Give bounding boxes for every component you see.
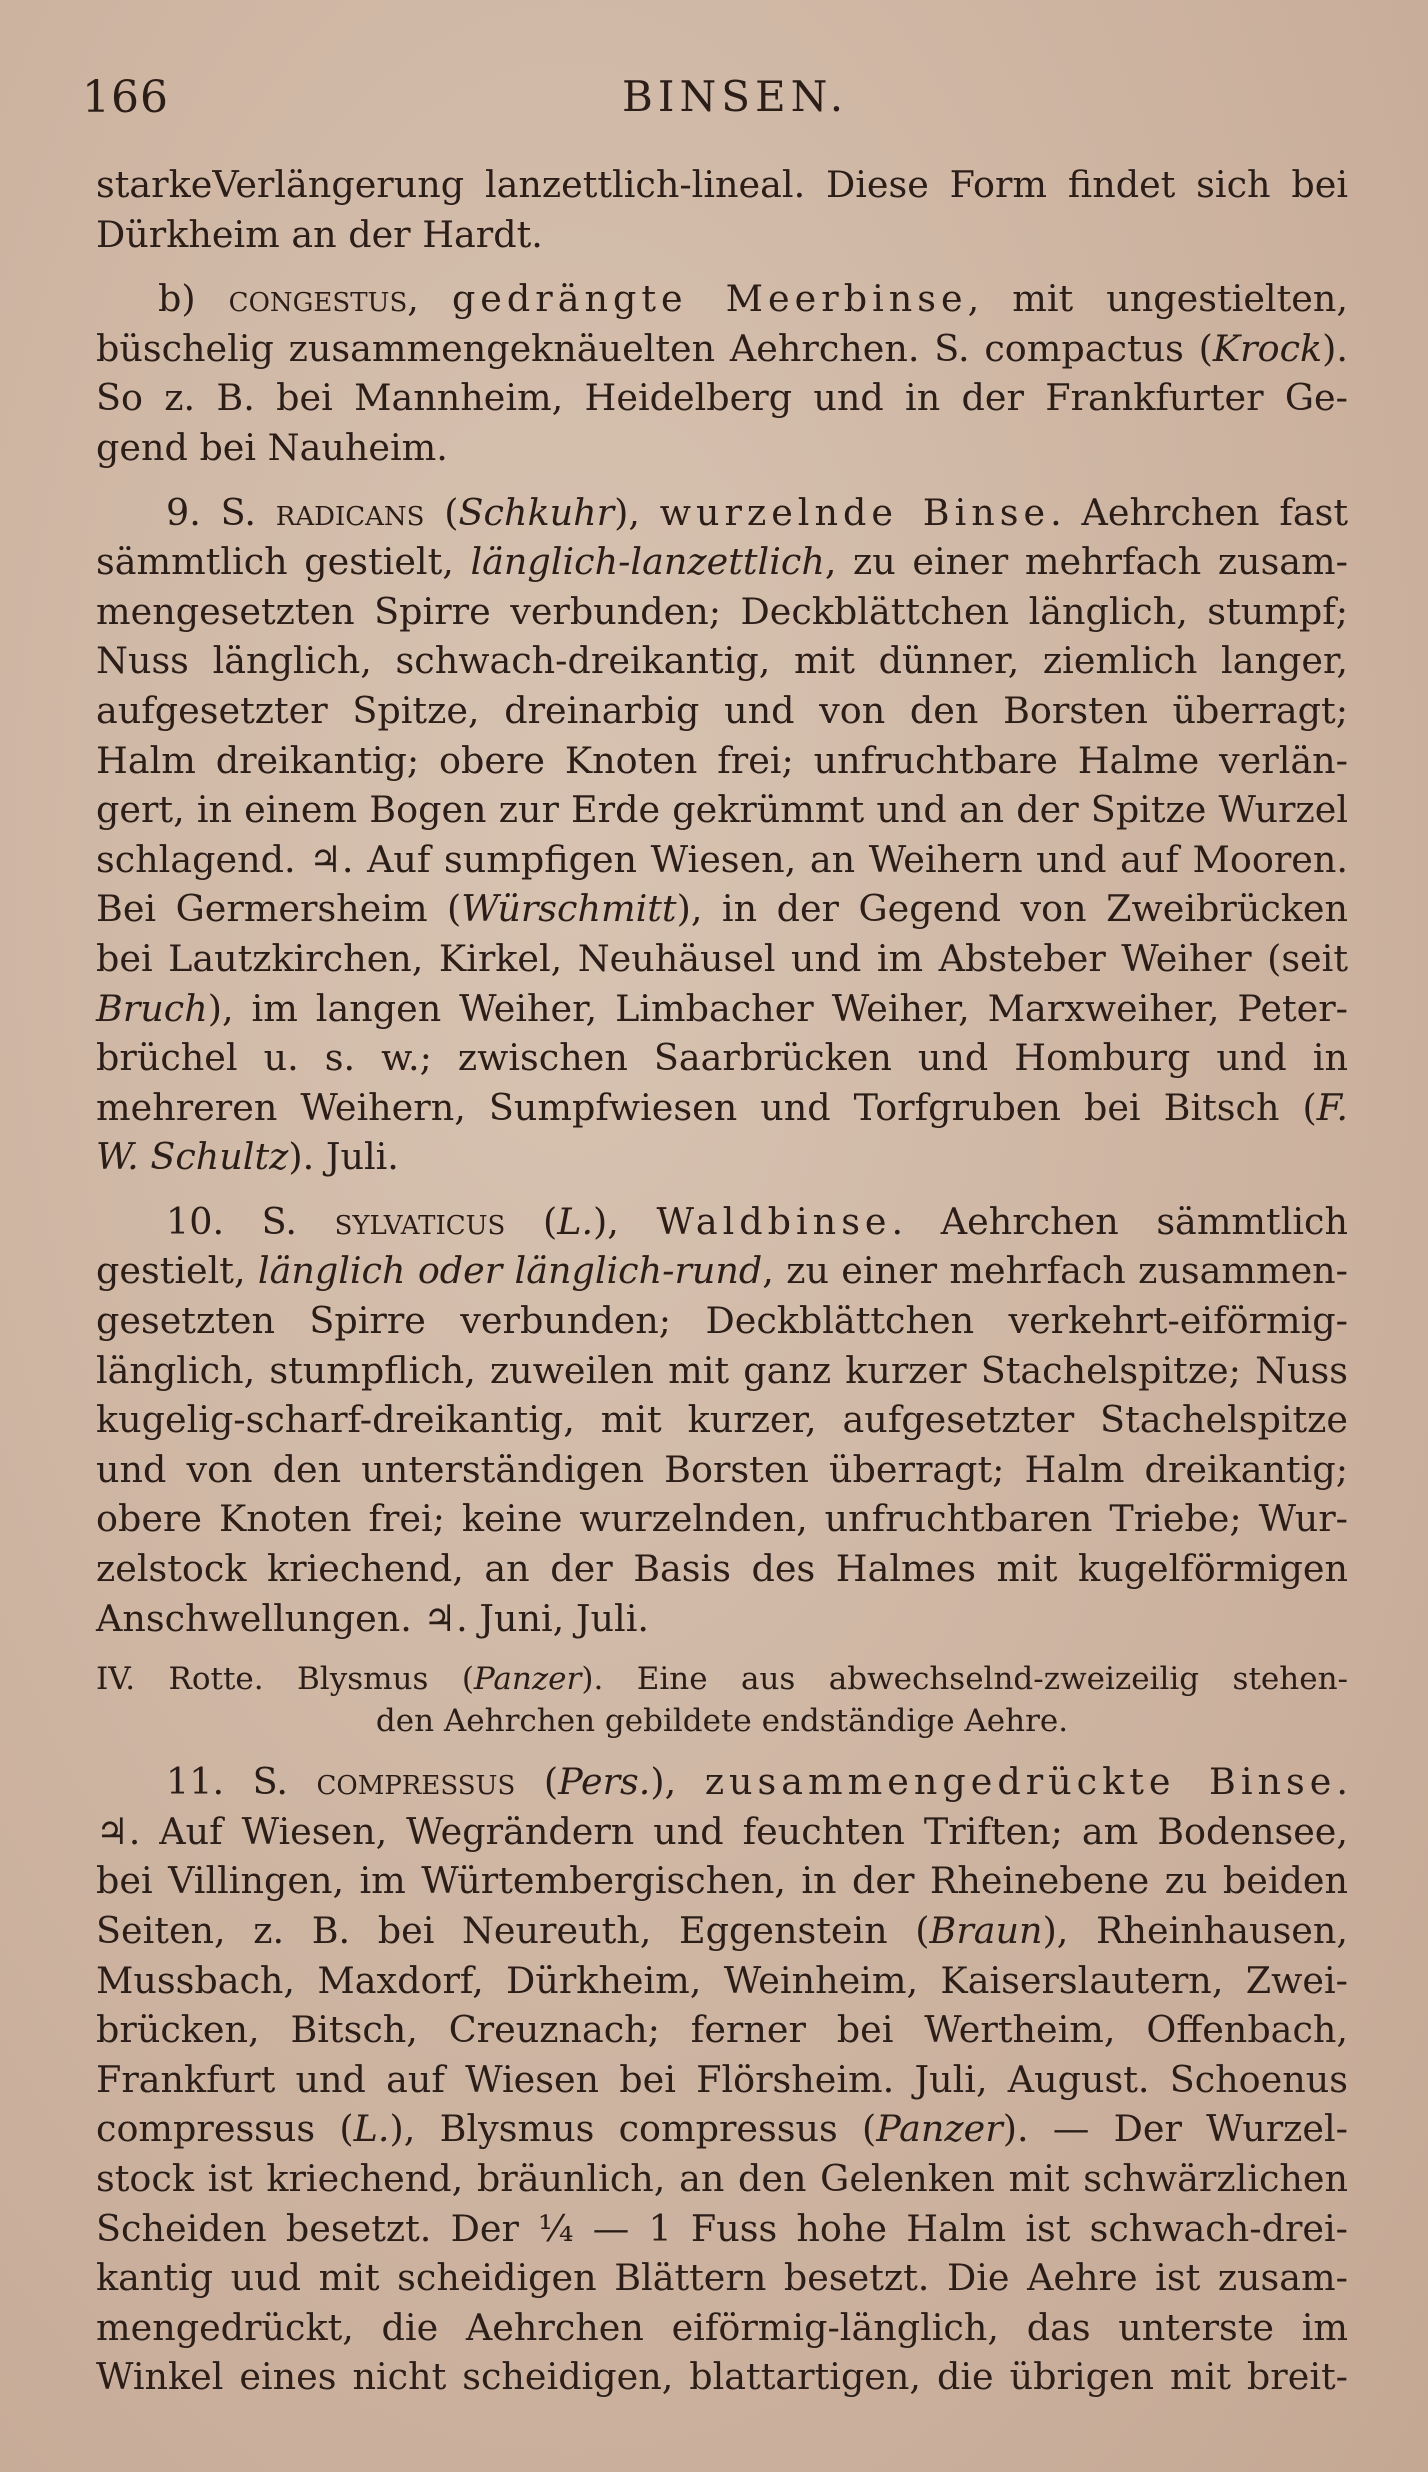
- text-run: sylvaticus: [334, 1199, 506, 1243]
- text-line: [96, 1544, 1348, 1594]
- text-line: [96, 423, 1348, 473]
- text-run: L.: [557, 1199, 594, 1243]
- text-run: zusammengedrückte Binse: [704, 1760, 1337, 1804]
- paragraph: [96, 160, 1348, 259]
- text-run: brücken, Bitsch, Creuznach; ferner bei Wertheim, Offenbach,: [96, 2008, 1348, 2052]
- text-run: Würschmitt: [461, 887, 677, 931]
- text-run: länglich, stumpflich, zuweilen mit ganz kurzer Stachelspitze; Nuss: [96, 1348, 1348, 1392]
- text-run: starkeVerlängerung lanzettlich-lineal. Diese Form findet sich bei: [96, 163, 1348, 206]
- text-run: Halm dreikantig; obere Knoten frei; unfruchtbare Halme verlän-: [96, 738, 1348, 782]
- text-run: 10. S.: [166, 1199, 335, 1243]
- text-line: [96, 1346, 1348, 1396]
- text-run: 9. S.: [166, 490, 276, 534]
- text-run: (: [515, 1760, 559, 1804]
- text-run: Schkuhr: [458, 490, 615, 534]
- text-run: Bruch: [96, 986, 208, 1030]
- text-run: compressus: [316, 1760, 516, 1804]
- paragraph-gap: [96, 259, 1348, 274]
- text-run: schlagend. ♃. Auf sumpfigen Wiesen, an Weihern und auf Mooren.: [96, 837, 1348, 881]
- text-run: , zu einer mehrfach zusam-: [824, 540, 1348, 584]
- text-run: ♃. Auf Wiesen, Wegrändern und feuchten Triften; am Bodensee,: [96, 1809, 1348, 1853]
- text-run: zelstock kriechend, an der Basis des Halmes mit kugelförmigen: [96, 1547, 1348, 1591]
- paragraph-gap: [96, 1742, 1348, 1757]
- text-run: F.: [1316, 1085, 1348, 1129]
- text-run: radicans: [275, 490, 425, 534]
- text-line: [96, 1494, 1348, 1544]
- paragraph-gap: [96, 1643, 1348, 1658]
- text-line: [96, 636, 1348, 686]
- text-line: [96, 686, 1348, 736]
- text-run: congestus: [228, 277, 408, 321]
- text-line: [96, 373, 1348, 423]
- text-run: gedrängte Meerbinse: [451, 277, 968, 321]
- text-line: [96, 1395, 1348, 1445]
- text-line: [96, 2303, 1348, 2353]
- text-run: Bei Germersheim (: [96, 887, 462, 931]
- text-run: Mussbach, Maxdorf, Dürkheim, Weinheim, Kaiserslautern, Zwei-: [96, 1958, 1348, 2002]
- text-run: kantig uud mit scheidigen Blättern besetzt. Die Aehre ist zusam-: [96, 2256, 1348, 2300]
- text-run: länglich oder länglich-rund: [257, 1249, 763, 1293]
- text-run: Scheiden besetzt. Der ¼ — 1 Fuss hohe Halm ist schwach-drei-: [96, 2206, 1348, 2250]
- text-line: [96, 2005, 1348, 2055]
- paragraph: [96, 1757, 1348, 2402]
- text-run: stock ist kriechend, bräunlich, an den Gelenken mit schwärzlichen: [96, 2156, 1348, 2200]
- text-run: compressus (: [96, 2107, 354, 2151]
- page-header: [82, 72, 1362, 132]
- text-run: (: [505, 1199, 558, 1243]
- text-run: , zu einer mehrfach zusammen-: [762, 1249, 1349, 1293]
- text-run: 11. S.: [166, 1760, 317, 1804]
- text-run: So z. B. bei Mannheim, Heidelberg und in der Frankfurter Ge-: [96, 376, 1348, 420]
- text-run: W. Schultz: [96, 1135, 289, 1179]
- text-line: [96, 587, 1348, 637]
- text-run: gesetzten Spirre verbunden; Deckblättchen verkehrt-eiförmig-: [96, 1299, 1348, 1343]
- text-line: [96, 2055, 1348, 2105]
- text-line: [96, 1807, 1348, 1857]
- text-line: [96, 1757, 1348, 1807]
- text-run: gert, in einem Bogen zur Erde gekrümmt und an der Spitze Wurzel: [96, 788, 1348, 832]
- text-run: Seiten, z. B. bei Neureuth, Eggenstein (: [96, 1909, 930, 1952]
- text-line: [96, 324, 1348, 374]
- text-line: [96, 884, 1348, 934]
- text-line: [96, 537, 1348, 587]
- text-run: b): [158, 277, 229, 321]
- text-line: [96, 835, 1348, 885]
- text-line: [96, 984, 1348, 1034]
- paragraph-gap: [96, 1182, 1348, 1197]
- text-run: Anschwellungen. ♃. Juni, Juli.: [96, 1596, 649, 1640]
- text-run: mengesetzten Spirre verbunden; Deckblättchen länglich, stumpf;: [96, 589, 1348, 633]
- text-run: . Aehrchen sämmtlich: [891, 1199, 1349, 1243]
- text-line: [96, 1246, 1348, 1296]
- text-line: [96, 210, 1348, 260]
- text-run: Winkel eines nicht scheidigen, blattartigen, die übrigen mit breit-: [96, 2355, 1348, 2399]
- text-run: sämmtlich gestielt,: [96, 540, 471, 584]
- text-run: Panzer: [473, 1661, 582, 1698]
- text-run: Waldbinse: [656, 1199, 892, 1243]
- text-run: mehreren Weihern, Sumpfwiesen und Torfgruben bei Bitsch (: [96, 1085, 1317, 1129]
- page-body: [96, 160, 1348, 2402]
- text-line: [96, 934, 1348, 984]
- text-line: [96, 1445, 1348, 1495]
- text-line: [96, 1906, 1348, 1956]
- text-run: Pers.: [558, 1760, 651, 1804]
- text-run: ). — Der Wurzel-: [1002, 2107, 1348, 2151]
- text-run: Krock: [1212, 326, 1323, 370]
- text-run: ). Juli.: [288, 1135, 399, 1179]
- text-run: .: [1336, 1760, 1348, 1804]
- text-line: [96, 2253, 1348, 2303]
- text-run: den Aehrchen gebildete endständige Aehre.: [375, 1703, 1069, 1740]
- text-run: ). Eine aus abwechselnd-zweizeilig stehen-: [581, 1661, 1349, 1698]
- text-line: [96, 1132, 1348, 1182]
- text-run: ),: [593, 1199, 657, 1243]
- text-run: ), Rheinhausen,: [1042, 1909, 1349, 1952]
- paragraph-gap: [96, 473, 1348, 488]
- text-line: [96, 1197, 1348, 1247]
- text-run: ,: [407, 277, 452, 321]
- text-run: aufgesetzter Spitze, dreinarbig und von den Borsten überragt;: [96, 688, 1348, 732]
- paragraph: [96, 274, 1348, 472]
- page-number: 166: [82, 72, 169, 123]
- text-line: [96, 1956, 1348, 2006]
- text-line: [96, 160, 1348, 210]
- text-run: kugelig-scharf-dreikantig, mit kurzer, aufgesetzter Stachelspitze: [96, 1398, 1348, 1442]
- text-run: und von den unterständigen Borsten überragt; Halm dreikantig;: [96, 1447, 1348, 1491]
- text-run: bei Villingen, im Würtembergischen, in der Rheinebene zu beiden: [96, 1859, 1348, 1903]
- text-line: [96, 1700, 1348, 1742]
- text-run: Frankfurt und auf Wiesen bei Flörsheim. Juli, August. Schoenus: [96, 2057, 1348, 2101]
- text-run: bei Lautzkirchen, Kirkel, Neuhäusel und im Absteber Weiher (seit: [96, 936, 1348, 980]
- text-run: IV. Rotte. Blysmus (: [96, 1661, 474, 1698]
- text-run: mengedrückt, die Aehrchen eiförmig-länglich, das unterste im: [96, 2305, 1348, 2349]
- text-line: [96, 274, 1348, 324]
- text-run: ), Blysmus compressus (: [389, 2107, 877, 2151]
- text-line: [96, 1083, 1348, 1133]
- text-run: Panzer: [876, 2107, 1003, 2151]
- text-run: länglich-lanzettlich: [470, 540, 825, 584]
- text-line: [96, 785, 1348, 835]
- text-run: gend bei Nauheim.: [96, 425, 448, 469]
- text-run: . Aehrchen fast: [1050, 490, 1348, 534]
- text-run: Nuss länglich, schwach-dreikantig, mit dünner, ziemlich langer,: [96, 639, 1348, 683]
- running-title: BINSEN.: [622, 72, 849, 121]
- text-line: [96, 736, 1348, 786]
- text-run: ),: [650, 1760, 705, 1804]
- text-run: , mit ungestielten,: [967, 277, 1348, 321]
- text-line: [96, 1856, 1348, 1906]
- text-run: ),: [614, 490, 660, 534]
- text-run: ), im langen Weiher, Limbacher Weiher, Marxweiher, Peter-: [207, 986, 1348, 1030]
- text-run: Dürkheim an der Hardt.: [96, 212, 543, 256]
- text-run: büschelig zusammengeknäuelten Aehrchen. S. compactus (: [96, 326, 1213, 370]
- text-line: [96, 2154, 1348, 2204]
- text-run: gestielt,: [96, 1249, 258, 1293]
- text-line: [96, 2104, 1348, 2154]
- text-run: Braun: [929, 1909, 1043, 1952]
- text-line: [96, 2204, 1348, 2254]
- text-run: brüchel u. s. w.; zwischen Saarbrücken und Homburg und in: [96, 1036, 1348, 1080]
- text-line: [96, 488, 1348, 538]
- text-line: [96, 1033, 1348, 1083]
- text-run: obere Knoten frei; keine wurzelnden, unfruchtbaren Triebe; Wur-: [96, 1497, 1348, 1541]
- text-line: [96, 1296, 1348, 1346]
- text-run: L.: [353, 2107, 390, 2151]
- text-run: ).: [1322, 326, 1348, 370]
- text-line: [96, 1658, 1348, 1700]
- text-run: ), in der Gegend von Zweibrücken: [676, 887, 1349, 931]
- text-line: [96, 1594, 1348, 1644]
- paragraph: [96, 488, 1348, 1182]
- text-run: wurzelnde Binse: [659, 490, 1051, 534]
- text-run: (: [424, 490, 459, 534]
- text-line: [96, 2352, 1348, 2402]
- rotte-heading: [96, 1658, 1348, 1742]
- paragraph: [96, 1197, 1348, 1643]
